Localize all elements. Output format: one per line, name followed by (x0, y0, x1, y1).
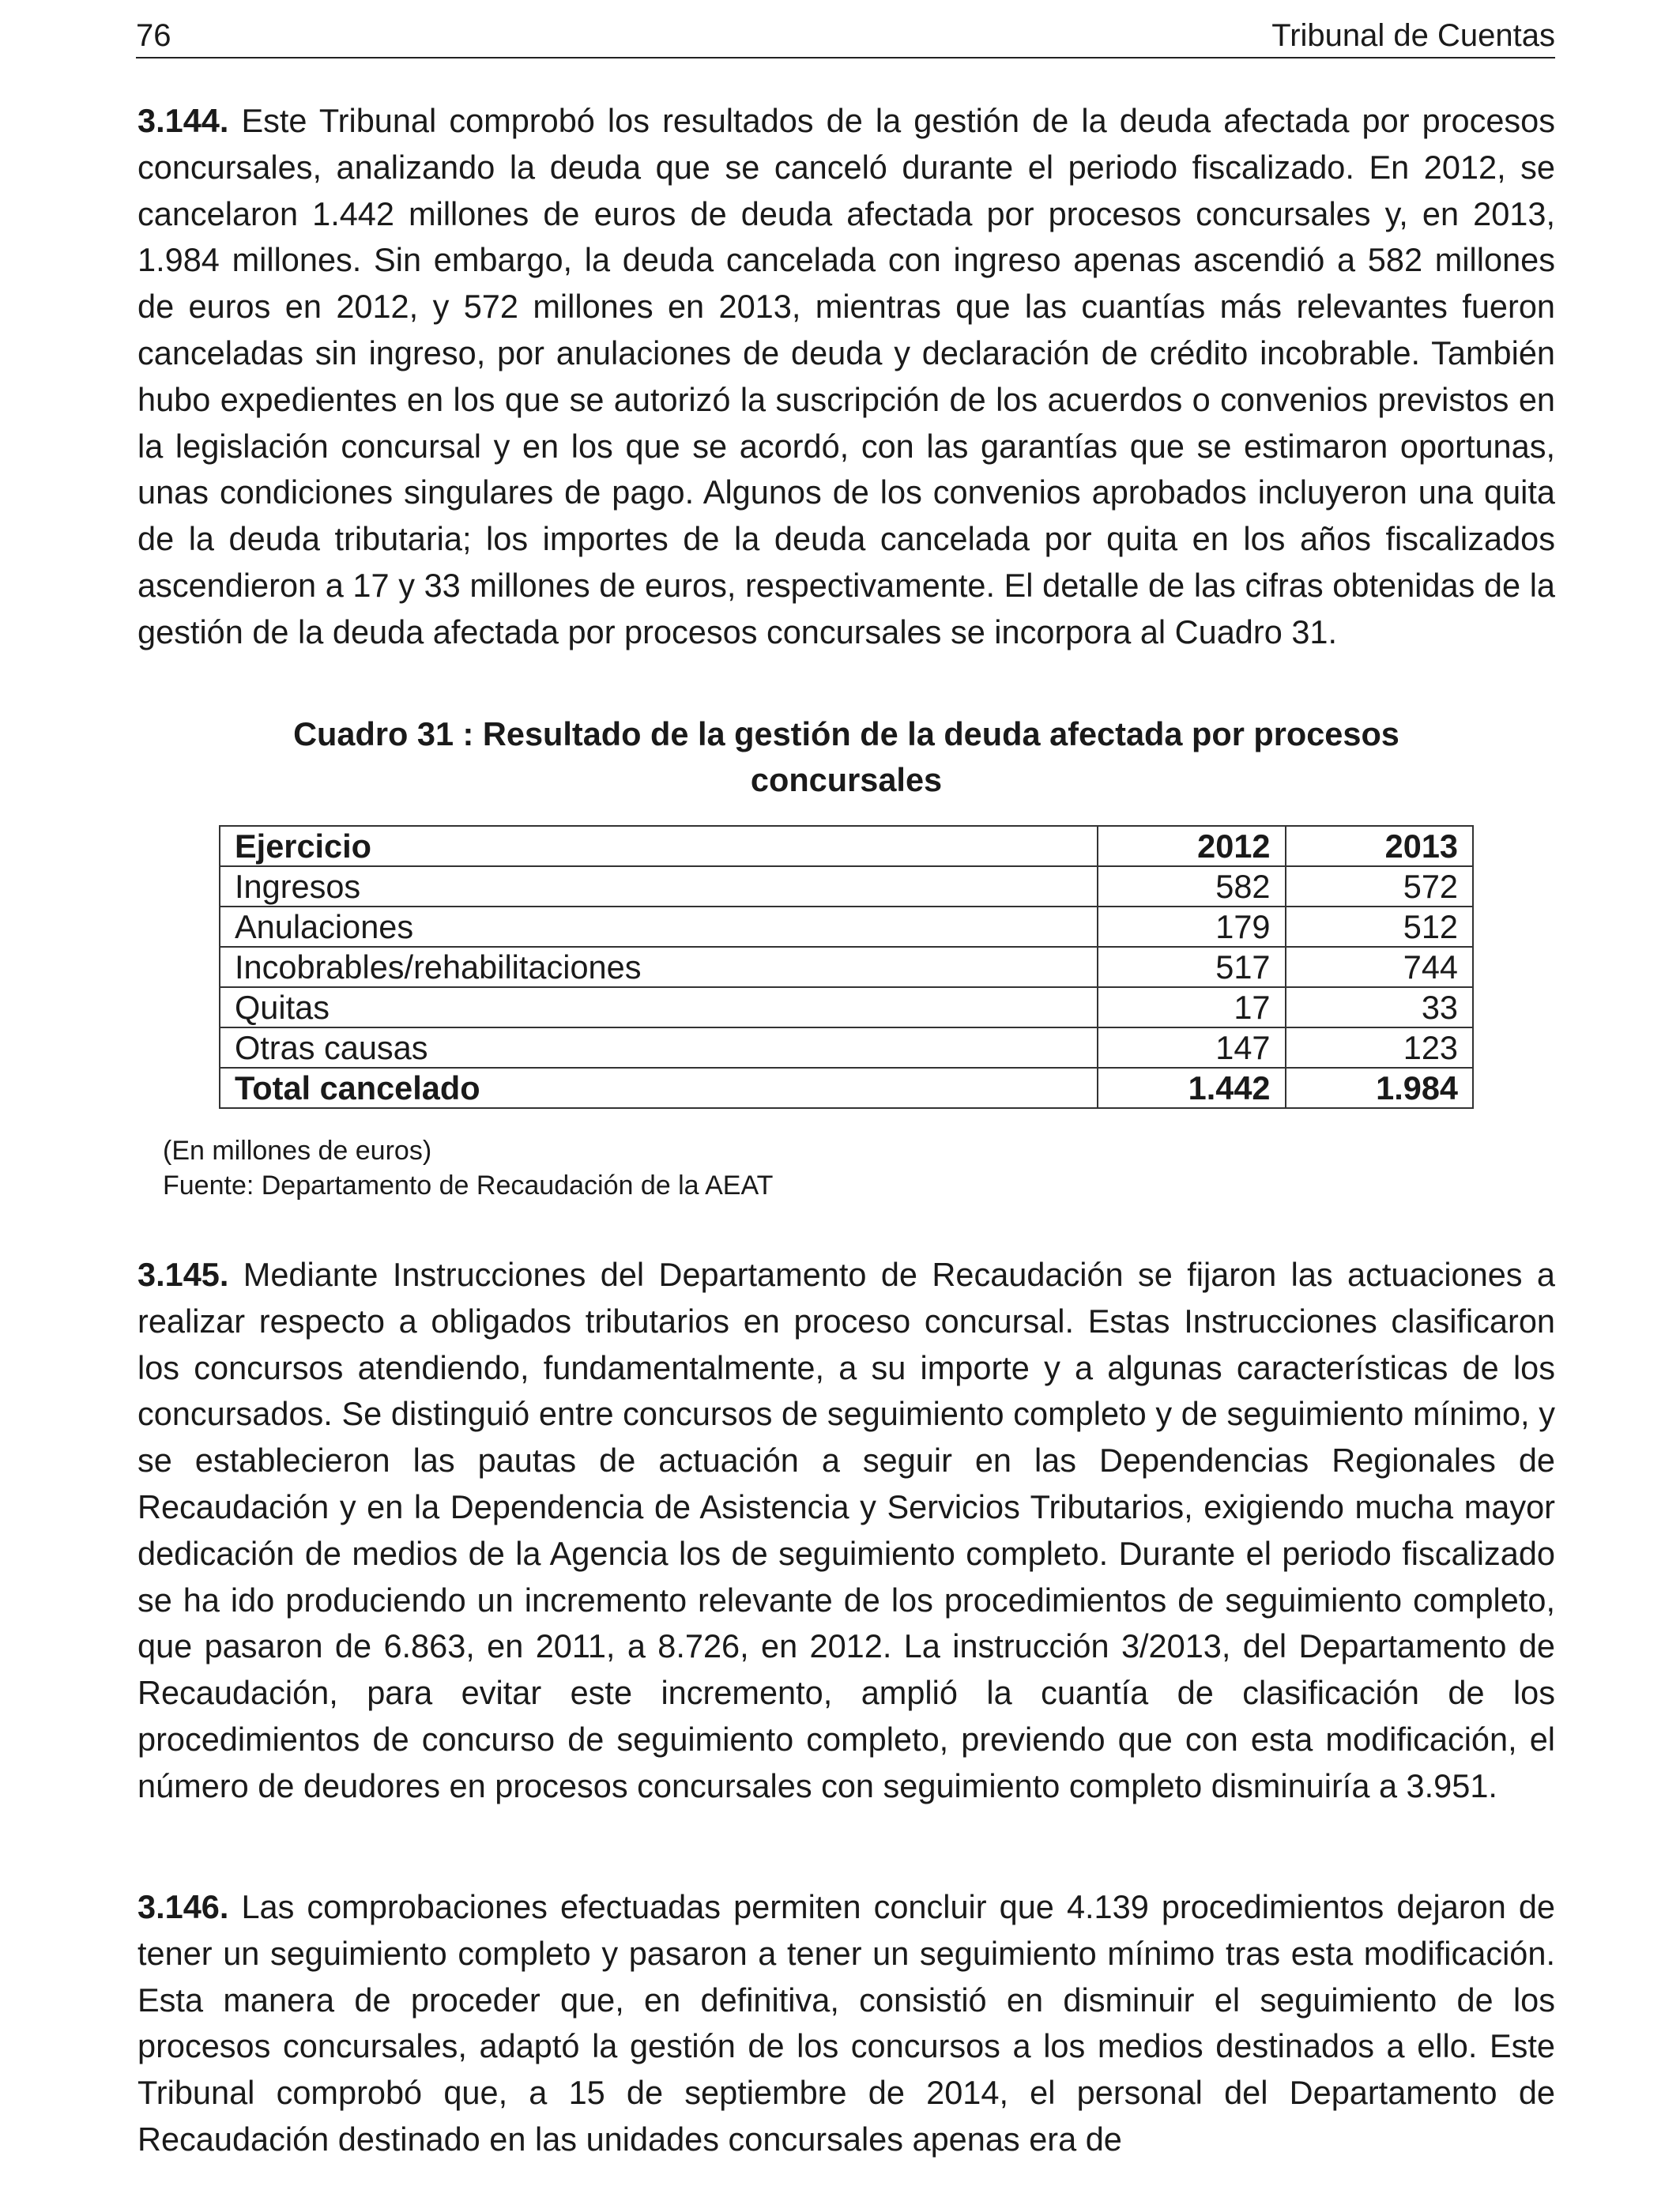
paragraph-3-146 (137, 1884, 1555, 2163)
paragraph-3-145 (137, 1252, 1555, 1810)
cell-2012: 582 (1098, 866, 1285, 907)
table-header-row (220, 826, 1473, 866)
header-cell-2012: 2012 (1098, 826, 1285, 866)
total-2013: 1.984 (1286, 1068, 1474, 1108)
table-source-note: Fuente: Departamento de Recaudación de la AEAT (163, 1171, 774, 1201)
table-row (220, 987, 1473, 1027)
table-row (220, 1027, 1473, 1068)
table-caption-line-2: concursales (750, 761, 943, 798)
cell-2012: 517 (1098, 947, 1285, 987)
row-label: Quitas (220, 987, 1098, 1027)
paragraph-3-144 (137, 98, 1555, 656)
row-label: Incobrables/rehabilitaciones (220, 947, 1098, 987)
total-label: Total cancelado (220, 1068, 1098, 1108)
cell-2013: 33 (1286, 987, 1474, 1027)
page-number: 76 (136, 18, 171, 53)
cell-2012: 147 (1098, 1027, 1285, 1068)
header-cell-2013: 2013 (1286, 826, 1474, 866)
paragraph-number: 3.146. (137, 1888, 229, 1925)
table-caption-line-1: Cuadro 31 : Resultado de la gestión de la deuda afectada por procesos (293, 715, 1399, 752)
cell-2013: 572 (1286, 866, 1474, 907)
paragraph-text: Mediante Instrucciones del Departamento de Recaudación se fijaron las actuaciones a realizar respecto a obligados tributarios en proceso concursal. Estas Instrucciones clasificaron los concursos atendiendo, fundamentalmente, a su importe y a algunas características de los concursados. Se distinguió entre concursos de seguimiento completo y de seguimiento mínimo, y se establecieron las pautas de actuación a seguir en las Dependencias Regionales de Recaudación y en la Dependencia de Asistencia y Servicios Tributarios, exigiendo mucha mayor dedicación de medios de la Agencia los de seguimiento completo. Durante el periodo fiscalizado se ha ido produciendo un incremento relevante de los procedimientos de seguimiento completo, que pasaron de 6.863, en 2011, a 8.726, en 2012. La instrucción 3/2013, del Departamento de Recaudación, para evitar este incremento, amplió la cuantía de clasificación de los procedimientos de concurso de seguimiento completo, previendo que con esta modificación, el número de deudores en procesos concursales con seguimiento completo disminuiría a 3.951. (137, 1256, 1555, 1804)
running-title: Tribunal de Cuentas (1271, 18, 1555, 53)
page-header (136, 14, 1555, 58)
paragraph-text: Las comprobaciones efectuadas permiten concluir que 4.139 procedimientos dejaron de tener un seguimiento completo y pasaron a tener un seguimiento mínimo tras esta modificación. Esta manera de proceder que, en definitiva, consistió en disminuir el seguimiento de los procesos concursales, adaptó la gestión de los concursos a los medios destinados a ello. Este Tribunal comprobó que, a 15 de septiembre de 2014, el personal del Departamento de Recaudación destinado en las unidades concursales apenas era de (137, 1888, 1555, 2158)
table-row (220, 907, 1473, 947)
cell-2012: 179 (1098, 907, 1285, 947)
paragraph-text: Este Tribunal comprobó los resultados de la gestión de la deuda afectada por procesos concursales, analizando la deuda que se canceló durante el periodo fiscalizado. En 2012, se cancelaron 1.442 millones de euros de deuda afectada por procesos concursales y, en 2013, 1.984 millones. Sin embargo, la deuda cancelada con ingreso apenas ascendió a 582 millones de euros en 2012, y 572 millones en 2013, mientras que las cuantías más relevantes fueron canceladas sin ingreso, por anulaciones de deuda y declaración de crédito incobrable. También hubo expedientes en los que se autorizó la suscripción de los acuerdos o convenios previstos en la legislación concursal y en los que se acordó, con las garantías que se estimaron oportunas, unas condiciones singulares de pago. Algunos de los convenios aprobados incluyeron una quita de la deuda tributaria; los importes de la deuda cancelada por quita en los años fiscalizados ascendieron a 17 y 33 millones de euros, respectivamente. El detalle de las cifras obtenidas de la gestión de la deuda afectada por procesos concursales se incorpora al Cuadro 31. (137, 102, 1555, 650)
cell-2013: 744 (1286, 947, 1474, 987)
total-2012: 1.442 (1098, 1068, 1285, 1108)
row-label: Anulaciones (220, 907, 1098, 947)
cell-2013: 123 (1286, 1027, 1474, 1068)
table-row (220, 866, 1473, 907)
row-label: Otras causas (220, 1027, 1098, 1068)
table-unit-note: (En millones de euros) (163, 1136, 432, 1166)
cell-2013: 512 (1286, 907, 1474, 947)
row-label: Ingresos (220, 866, 1098, 907)
cell-2012: 17 (1098, 987, 1285, 1027)
table-total-row (220, 1068, 1473, 1108)
paragraph-number: 3.145. (137, 1256, 229, 1293)
debt-results-table (219, 825, 1474, 1109)
table-row (220, 947, 1473, 987)
paragraph-number: 3.144. (137, 102, 229, 139)
header-cell-ejercicio: Ejercicio (220, 826, 1098, 866)
table-caption (137, 711, 1555, 803)
